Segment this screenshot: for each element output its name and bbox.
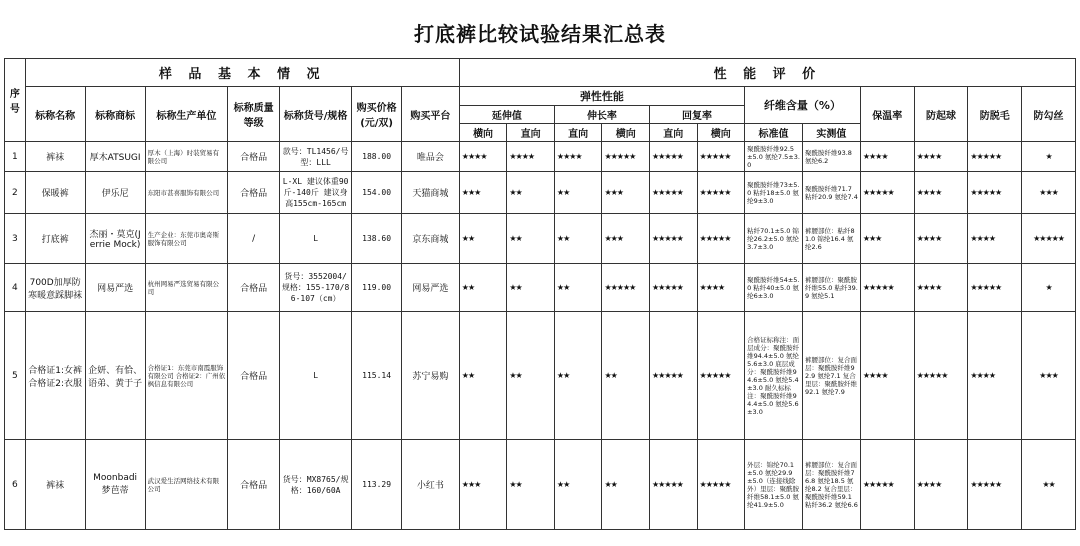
str-v-rating: ★★ <box>554 214 602 264</box>
shedding-rating: ★★★★★ <box>968 172 1022 214</box>
str-h-rating: ★★ <box>602 312 650 440</box>
pilling-rating: ★★★★ <box>914 172 968 214</box>
grade-cell: 合格品 <box>228 312 280 440</box>
shedding-rating: ★★★★★ <box>968 142 1022 172</box>
model-cell: L-XL 建议体重90斤-140斤 建议身高155cm-165cm <box>279 172 351 214</box>
rec-v-rating: ★★★★★ <box>649 264 697 312</box>
rec-v-rating: ★★★★★ <box>649 172 697 214</box>
str-v-rating: ★★ <box>554 264 602 312</box>
header-name: 标称名称 <box>25 87 85 142</box>
name-cell: 裤袜 <box>25 440 85 530</box>
fiber-measured-cell: 裤腰部位：复合面层：聚酰胺纤维76.8 氨纶18.5 氨纶8.2 复合里层：聚酰胺纤维59.1 粘纤36.2 氨纶6.6 <box>802 440 860 530</box>
price-cell: 119.00 <box>352 264 402 312</box>
model-cell: L <box>279 312 351 440</box>
fiber-measured-cell: 裤腰部位：粘纤81.0 锦纶16.4 氨纶2.6 <box>802 214 860 264</box>
ext-v-rating: ★★ <box>507 440 555 530</box>
pilling-rating: ★★★★ <box>914 142 968 172</box>
fiber-standard-cell: 粘纤70.1±5.0 锦纶26.2±5.0 氨纶3.7±3.0 <box>745 214 803 264</box>
name-cell: 合格证1:女裤 合格证2:衣服 <box>25 312 85 440</box>
shedding-rating: ★★★★★ <box>968 440 1022 530</box>
str-h-rating: ★★★★★ <box>602 142 650 172</box>
header-rec-horizontal: 横向 <box>697 124 745 142</box>
brand-cell: Moonbadi 梦芭蒂 <box>85 440 145 530</box>
header-rec-vertical: 直向 <box>649 124 697 142</box>
platform-cell: 网易严选 <box>401 264 459 312</box>
fiber-measured-cell: 聚酰胺纤维71.7 粘纤20.9 氨纶7.4 <box>802 172 860 214</box>
shedding-rating: ★★★★★ <box>968 264 1022 312</box>
header-standard: 标准值 <box>745 124 803 142</box>
fiber-standard-cell: 合格证标称注：面层成分：聚酰胺纤维94.4±5.0 氨纶5.6±3.0 底层成分：聚酰胺纤维94.6±5.0 氨纶5.4±3.0 耐久标标注：聚酰胺纤维94.4±5.0 氨纶5.6±3.0 <box>745 312 803 440</box>
rec-v-rating: ★★★★★ <box>649 214 697 264</box>
seq-cell: 3 <box>5 214 26 264</box>
grade-cell: 合格品 <box>228 142 280 172</box>
str-h-rating: ★★★ <box>602 214 650 264</box>
fiber-standard-cell: 聚酰胺纤维73±5.0 粘纤18±5.0 氨纶9±3.0 <box>745 172 803 214</box>
rec-h-rating: ★★★★★ <box>697 312 745 440</box>
header-platform: 购买平台 <box>401 87 459 142</box>
warmth-rating: ★★★ <box>860 214 914 264</box>
rec-h-rating: ★★★★ <box>697 264 745 312</box>
header-fiber: 纤维含量（%） <box>745 87 861 124</box>
brand-cell: 厚木ATSUGI <box>85 142 145 172</box>
fiber-standard-cell: 聚酰胺纤维92.5±5.0 氨纶7.5±3.0 <box>745 142 803 172</box>
warmth-rating: ★★★★★ <box>860 172 914 214</box>
rec-v-rating: ★★★★★ <box>649 142 697 172</box>
pilling-rating: ★★★★ <box>914 214 968 264</box>
table-row <box>5 214 1076 264</box>
ext-h-rating: ★★★★ <box>459 142 507 172</box>
model-cell: 货号：3552004/规格：155-170/86-107（cm） <box>279 264 351 312</box>
header-pilling: 防起球 <box>914 87 968 142</box>
rec-h-rating: ★★★★★ <box>697 172 745 214</box>
header-elastic: 弹性性能 <box>459 87 744 106</box>
model-cell: 货号：MX8765/规格：160/60A <box>279 440 351 530</box>
grade-cell: 合格品 <box>228 172 280 214</box>
header-ext-vertical: 直向 <box>507 124 555 142</box>
maker-cell: 杭州网易严选贸易有限公司 <box>145 264 228 312</box>
price-cell: 113.29 <box>352 440 402 530</box>
str-v-rating: ★★ <box>554 440 602 530</box>
price-cell: 154.00 <box>352 172 402 214</box>
snagging-rating: ★★★ <box>1022 312 1076 440</box>
snagging-rating: ★★ <box>1022 440 1076 530</box>
snagging-rating: ★ <box>1022 264 1076 312</box>
rec-h-rating: ★★★★★ <box>697 214 745 264</box>
ext-h-rating: ★★ <box>459 264 507 312</box>
grade-cell: / <box>228 214 280 264</box>
platform-cell: 天猫商城 <box>401 172 459 214</box>
header-price: 购买价格(元/双) <box>352 87 402 142</box>
ext-v-rating: ★★ <box>507 264 555 312</box>
price-cell: 115.14 <box>352 312 402 440</box>
header-grade: 标称质量等级 <box>228 87 280 142</box>
header-seq: 序号 <box>5 59 26 142</box>
ext-v-rating: ★★★★ <box>507 142 555 172</box>
platform-cell: 小红书 <box>401 440 459 530</box>
fiber-standard-cell: 聚酰胺纤维54±5.0 粘纤40±5.0 氨纶6±3.0 <box>745 264 803 312</box>
str-v-rating: ★★ <box>554 312 602 440</box>
header-str-horizontal: 横向 <box>602 124 650 142</box>
rec-v-rating: ★★★★★ <box>649 440 697 530</box>
rec-h-rating: ★★★★★ <box>697 142 745 172</box>
header-shedding: 防脱毛 <box>968 87 1022 142</box>
ext-h-rating: ★★ <box>459 312 507 440</box>
seq-cell: 4 <box>5 264 26 312</box>
seq-cell: 2 <box>5 172 26 214</box>
header-extension: 延伸值 <box>459 106 554 124</box>
rec-h-rating: ★★★★★ <box>697 440 745 530</box>
ext-h-rating: ★★ <box>459 214 507 264</box>
header-measured: 实测值 <box>802 124 860 142</box>
fiber-measured-cell: 裤腰部位：复合面层：聚酰胺纤维92.9 氨纶7.1 复合里层：聚酰胺纤维92.1 氨纶7.9 <box>802 312 860 440</box>
seq-cell: 1 <box>5 142 26 172</box>
grade-cell: 合格品 <box>228 264 280 312</box>
name-cell: 700D加厚防寒暖意踩脚袜 <box>25 264 85 312</box>
shedding-rating: ★★★★ <box>968 214 1022 264</box>
name-cell: 打底裤 <box>25 214 85 264</box>
header-sample-basic: 样 品 基 本 情 况 <box>25 59 459 87</box>
price-cell: 138.60 <box>352 214 402 264</box>
brand-cell: 伊乐尼 <box>85 172 145 214</box>
pilling-rating: ★★★★★ <box>914 312 968 440</box>
name-cell: 保暖裤 <box>25 172 85 214</box>
warmth-rating: ★★★★★ <box>860 440 914 530</box>
grade-cell: 合格品 <box>228 440 280 530</box>
ext-v-rating: ★★ <box>507 172 555 214</box>
str-v-rating: ★★★★ <box>554 142 602 172</box>
snagging-rating: ★★★ <box>1022 172 1076 214</box>
seq-cell: 5 <box>5 312 26 440</box>
str-h-rating: ★★★★★ <box>602 264 650 312</box>
ext-h-rating: ★★★ <box>459 172 507 214</box>
fiber-standard-cell: 外层：锦纶70.1±5.0 氨纶29.9±5.0（连接线除外）里层：聚酰胺纤维58.1±5.0 氨纶41.9±5.0 <box>745 440 803 530</box>
maker-cell: 合格证1：东莞市南霞服饰有限公司 合格证2：广州依枫信息有限公司 <box>145 312 228 440</box>
table-row <box>5 142 1076 172</box>
price-cell: 188.00 <box>352 142 402 172</box>
warmth-rating: ★★★★ <box>860 312 914 440</box>
header-str-vertical: 直向 <box>554 124 602 142</box>
ext-v-rating: ★★ <box>507 214 555 264</box>
warmth-rating: ★★★★★ <box>860 264 914 312</box>
results-table <box>4 58 1076 530</box>
model-cell: 款号：TL1456/号型：LLL <box>279 142 351 172</box>
warmth-rating: ★★★★ <box>860 142 914 172</box>
brand-cell: 企妍、有恰、语弟、黄于子 <box>85 312 145 440</box>
header-performance: 性 能 评 价 <box>459 59 1075 87</box>
pilling-rating: ★★★★ <box>914 440 968 530</box>
table-row <box>5 312 1076 440</box>
maker-cell: 武汉爱生活网络技术有限公司 <box>145 440 228 530</box>
model-cell: L <box>279 214 351 264</box>
str-h-rating: ★★ <box>602 440 650 530</box>
table-row <box>5 440 1076 530</box>
name-cell: 裤袜 <box>25 142 85 172</box>
fiber-measured-cell: 裤腰部位：聚酰胺纤维55.0 粘纤39.9 氨纶5.1 <box>802 264 860 312</box>
header-recovery: 回复率 <box>649 106 744 124</box>
platform-cell: 苏宁易购 <box>401 312 459 440</box>
maker-cell: 生产企业：东莞市奥奇斯服饰有限公司 <box>145 214 228 264</box>
rec-v-rating: ★★★★★ <box>649 312 697 440</box>
table-row <box>5 264 1076 312</box>
ext-h-rating: ★★★ <box>459 440 507 530</box>
platform-cell: 唯品会 <box>401 142 459 172</box>
page-title: 打底裤比较试验结果汇总表 <box>414 22 666 46</box>
fiber-measured-cell: 聚酰胺纤维93.8 氨纶6.2 <box>802 142 860 172</box>
table-row <box>5 172 1076 214</box>
header-snagging: 防勾丝 <box>1022 87 1076 142</box>
snagging-rating: ★ <box>1022 142 1076 172</box>
maker-cell: 厚木（上海）时装贸易有限公司 <box>145 142 228 172</box>
platform-cell: 京东商城 <box>401 214 459 264</box>
header-model: 标称货号/规格 <box>279 87 351 142</box>
brand-cell: 杰丽・莫克(Jerrie Mock) <box>85 214 145 264</box>
header-warmth: 保温率 <box>860 87 914 142</box>
ext-v-rating: ★★ <box>507 312 555 440</box>
header-stretch: 伸长率 <box>554 106 649 124</box>
str-v-rating: ★★ <box>554 172 602 214</box>
pilling-rating: ★★★★ <box>914 264 968 312</box>
shedding-rating: ★★★★ <box>968 312 1022 440</box>
maker-cell: 东阳市甚喜服饰有限公司 <box>145 172 228 214</box>
header-brand: 标称商标 <box>85 87 145 142</box>
header-maker: 标称生产单位 <box>145 87 228 142</box>
snagging-rating: ★★★★★ <box>1022 214 1076 264</box>
seq-cell: 6 <box>5 440 26 530</box>
str-h-rating: ★★★ <box>602 172 650 214</box>
header-ext-horizontal: 横向 <box>459 124 507 142</box>
brand-cell: 网易严选 <box>85 264 145 312</box>
